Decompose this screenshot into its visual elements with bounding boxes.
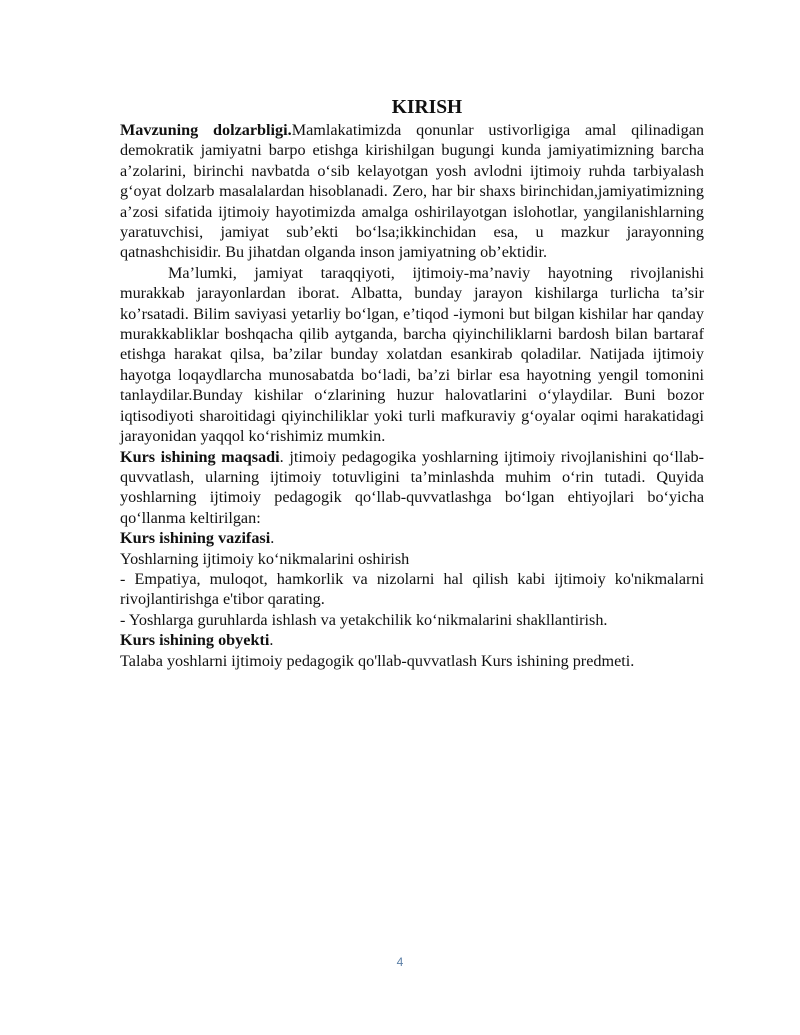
tasks-heading: Kurs ishining vazifasi [120, 529, 271, 548]
object-heading: Kurs ishining obyekti [120, 631, 270, 650]
page-content [120, 96, 704, 671]
intro-lead: Mavzuning dolzarbligi. [120, 121, 292, 139]
intro-paragraph [120, 120, 704, 263]
object-text: Talaba yoshlarni ijtimoiy pedagogik qo'llab-quvvatlash Kurs ishining predmeti. [120, 651, 635, 670]
page-title: KIRISH [391, 97, 463, 118]
task-item-2: - Empatiya, muloqot, hamkorlik va nizolarni hal qilish kabi ijtimoiy ko'nikmalarni rivojlantirishga e'tibor qarating. [120, 569, 704, 609]
tasks-heading-dot: . [270, 529, 275, 548]
intro-text: Mamlakatimizda qonunlar ustivorligiga amal qilinadigan demokratik jamiyatni barpo etishga kirishilgan bugungi kunda jamiyatimizning barcha a’zolarini, birinchi navbatda o‘sib kelayotgan yosh avlodni ijtimoiy ruhda tarbiyalash g‘oyat dolzarb masalalardan hisoblanadi. Zero, har bir shaxs birinchidan,jamiyatimizning a’zosi sifatida ijtimoiy hayotimizda amalga oshirilayotgan islohotlar, yangilanishlarning yaratuvchisi, jamiyat sub’ekti bo‘lsa;ikkinchidan esa, u mazkur jarayonning qatnashchisidir. Bu jihatdan olganda inson jamiyatning ob’ektidir. [120, 121, 704, 262]
tasks-heading-line [120, 528, 704, 548]
paragraph-2: Ma’lumki, jamiyat taraqqiyoti, ijtimoiy-ma’naviy hayotning rivojlanishi murakkab jarayonlardan iborat. Albatta, bunday jarayon kishilarga turlicha ta’sir ko’rsatadi. Bilim saviyasi yetarliy bo‘lgan, e’tiqod -iymoni but bilgan kishilar har qanday murakkabliklar boshqacha qilib aytganda, barcha qiyinchiliklarni bardosh bilan bartaraf etishga harakat qilsa, ba’zilar bunday xolatdan esankirab qoladilar. Natijada ijtimoiy hayotga loqaydlarcha munosabatda bo‘ladi, ba’zi birlar esa hayotning yengil tomonini tanlaydilar.Bunday kishilar o‘zlarining huzur halovatlarini o‘ylaydilar. Buni bozor iqtisodiyoti sharoitidagi qiyinchiliklar yoki turli mafkuraviy g‘oyalar oqimi harakatidagi jarayonidan yaqqol ko‘rishimiz mumkin. [120, 263, 704, 446]
object-heading-line [120, 630, 704, 650]
page-number: 4 [396, 955, 404, 969]
goal-paragraph [120, 447, 704, 529]
task-item-3: - Yoshlarga guruhlarda ishlash va yetakchilik ko‘nikmalarini shakllantirish. [120, 610, 608, 629]
goal-text: . jtimoiy pedagogika yoshlarning ijtimoiy rivojlanishini qo‘llab-quvvatlash, ularning ijtimoiy totuvligini ta’minlashda muhim o‘rin tutadi. Quyida yoshlarning ijtimoiy pedagogik qo‘llab-quvvatlashga bo‘lgan ehtiyojlari bo‘yicha qo‘llanma keltirilgan: [120, 447, 705, 527]
task-item-1: Yoshlarning ijtimoiy ko‘nikmalarini oshirish [120, 549, 410, 568]
goal-lead: Kurs ishining maqsadi [120, 447, 280, 466]
object-heading-dot: . [269, 631, 274, 650]
